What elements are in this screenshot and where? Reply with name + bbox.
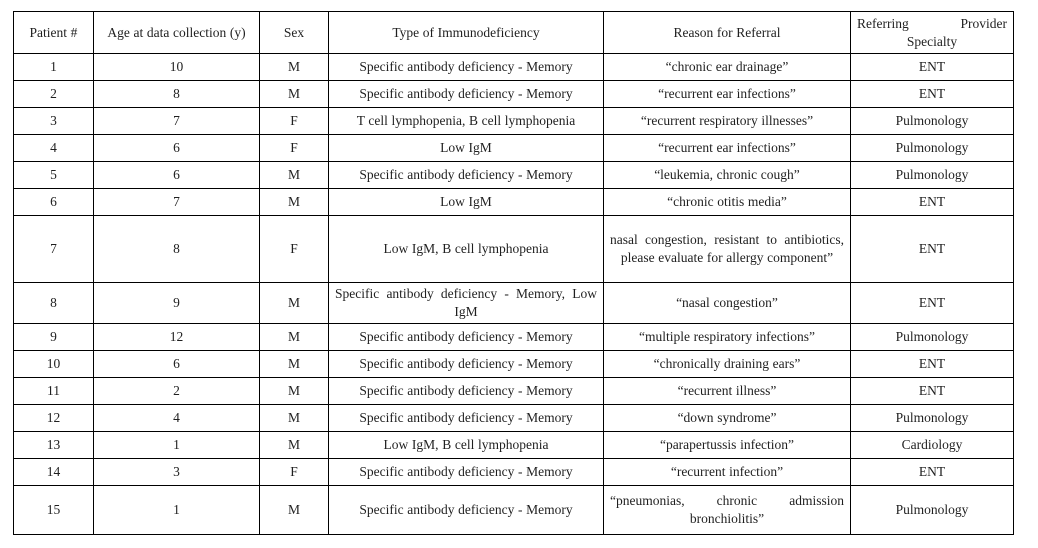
cell-age: 1 — [94, 431, 260, 458]
cell-reason: “multiple respiratory infections” — [604, 323, 851, 350]
cell-sex: M — [260, 283, 329, 324]
cell-type: Specific antibody deficiency - Memory — [329, 404, 604, 431]
cell-patient: 13 — [14, 431, 94, 458]
cell-reason: “leukemia, chronic cough” — [604, 162, 851, 189]
cell-patient: 10 — [14, 350, 94, 377]
cell-sex: F — [260, 108, 329, 135]
cell-type: Specific antibody deficiency - Memory — [329, 458, 604, 485]
cell-type: Low IgM, B cell lymphopenia — [329, 216, 604, 283]
cell-sex: F — [260, 135, 329, 162]
cell-sex: F — [260, 216, 329, 283]
cell-age: 8 — [94, 81, 260, 108]
cell-patient: 11 — [14, 377, 94, 404]
cell-sex: M — [260, 189, 329, 216]
cell-sex: M — [260, 81, 329, 108]
cell-type: Specific antibody deficiency - Memory — [329, 54, 604, 81]
cell-type: Specific antibody deficiency - Memory — [329, 377, 604, 404]
cell-age: 3 — [94, 458, 260, 485]
table-row — [14, 283, 1014, 324]
column-header-referral-reason: Reason for Referral — [604, 12, 851, 54]
cell-age: 8 — [94, 216, 260, 283]
table-row — [14, 108, 1014, 135]
cell-age: 6 — [94, 350, 260, 377]
cell-type: Specific antibody deficiency - Memory — [329, 485, 604, 534]
cell-age: 1 — [94, 485, 260, 534]
cell-sex: M — [260, 162, 329, 189]
cell-patient: 2 — [14, 81, 94, 108]
cell-patient: 3 — [14, 108, 94, 135]
column-header-patient: Patient # — [14, 12, 94, 54]
cell-sex: M — [260, 485, 329, 534]
cell-type: Specific antibody deficiency - Memory — [329, 162, 604, 189]
cell-patient: 12 — [14, 404, 94, 431]
cell-patient: 1 — [14, 54, 94, 81]
cell-reason: “chronically draining ears” — [604, 350, 851, 377]
cell-reason: “recurrent ear infections” — [604, 135, 851, 162]
cell-type: Specific antibody deficiency - Memory, Low IgM — [329, 283, 604, 324]
cell-reason: “recurrent respiratory illnesses” — [604, 108, 851, 135]
cell-reason: “down syndrome” — [604, 404, 851, 431]
cell-reason: nasal congestion, resistant to antibiotics, please evaluate for allergy component” — [604, 216, 851, 283]
cell-type: Low IgM — [329, 135, 604, 162]
cell-specialty: ENT — [851, 350, 1014, 377]
cell-sex: M — [260, 431, 329, 458]
cell-type: Specific antibody deficiency - Memory — [329, 350, 604, 377]
cell-reason: “recurrent ear infections” — [604, 81, 851, 108]
table-row — [14, 81, 1014, 108]
cell-specialty: ENT — [851, 283, 1014, 324]
cell-patient: 8 — [14, 283, 94, 324]
cell-specialty: Cardiology — [851, 431, 1014, 458]
table-row — [14, 350, 1014, 377]
cell-sex: M — [260, 404, 329, 431]
cell-specialty: ENT — [851, 81, 1014, 108]
cell-type: Specific antibody deficiency - Memory — [329, 81, 604, 108]
table-row — [14, 377, 1014, 404]
cell-specialty: Pulmonology — [851, 404, 1014, 431]
column-header-sex: Sex — [260, 12, 329, 54]
cell-age: 2 — [94, 377, 260, 404]
cell-sex: F — [260, 458, 329, 485]
table-row — [14, 458, 1014, 485]
header-row — [14, 12, 1014, 54]
table-header — [14, 12, 1014, 54]
table-row — [14, 431, 1014, 458]
cell-sex: M — [260, 350, 329, 377]
column-header-age: Age at data collection (y) — [94, 12, 260, 54]
cell-age: 7 — [94, 189, 260, 216]
cell-specialty: Pulmonology — [851, 108, 1014, 135]
cell-specialty: ENT — [851, 54, 1014, 81]
cell-specialty: ENT — [851, 189, 1014, 216]
cell-specialty: ENT — [851, 377, 1014, 404]
cell-type: Low IgM, B cell lymphopenia — [329, 431, 604, 458]
cell-age: 6 — [94, 162, 260, 189]
cell-patient: 9 — [14, 323, 94, 350]
cell-reason: “chronic ear drainage” — [604, 54, 851, 81]
cell-type: Low IgM — [329, 189, 604, 216]
cell-patient: 6 — [14, 189, 94, 216]
cell-type: Specific antibody deficiency - Memory — [329, 323, 604, 350]
table-row — [14, 485, 1014, 534]
table-row — [14, 323, 1014, 350]
table-row — [14, 54, 1014, 81]
column-header-immunodeficiency-type: Type of Immunodeficiency — [329, 12, 604, 54]
cell-patient: 15 — [14, 485, 94, 534]
cell-patient: 4 — [14, 135, 94, 162]
cell-specialty: Pulmonology — [851, 135, 1014, 162]
cell-patient: 14 — [14, 458, 94, 485]
cell-specialty: Pulmonology — [851, 162, 1014, 189]
table-row — [14, 216, 1014, 283]
cell-age: 9 — [94, 283, 260, 324]
cell-age: 12 — [94, 323, 260, 350]
cell-age: 10 — [94, 54, 260, 81]
cell-sex: M — [260, 377, 329, 404]
cell-specialty: ENT — [851, 458, 1014, 485]
cell-sex: M — [260, 54, 329, 81]
column-header-provider-specialty: Referring Provider Specialty — [851, 12, 1014, 54]
patients-table — [13, 11, 1014, 535]
cell-reason: “chronic otitis media” — [604, 189, 851, 216]
cell-age: 6 — [94, 135, 260, 162]
table-row — [14, 162, 1014, 189]
cell-age: 4 — [94, 404, 260, 431]
table-row — [14, 404, 1014, 431]
table-row — [14, 135, 1014, 162]
cell-patient: 7 — [14, 216, 94, 283]
cell-specialty: Pulmonology — [851, 323, 1014, 350]
cell-type: T cell lymphopenia, B cell lymphopenia — [329, 108, 604, 135]
cell-reason: “pneumonias, chronic admission bronchiolitis” — [604, 485, 851, 534]
cell-specialty: Pulmonology — [851, 485, 1014, 534]
cell-sex: M — [260, 323, 329, 350]
cell-specialty: ENT — [851, 216, 1014, 283]
table-body — [14, 54, 1014, 535]
cell-reason: “recurrent infection” — [604, 458, 851, 485]
cell-reason: “recurrent illness” — [604, 377, 851, 404]
cell-age: 7 — [94, 108, 260, 135]
cell-reason: “nasal congestion” — [604, 283, 851, 324]
table-row — [14, 189, 1014, 216]
cell-reason: “parapertussis infection” — [604, 431, 851, 458]
cell-patient: 5 — [14, 162, 94, 189]
